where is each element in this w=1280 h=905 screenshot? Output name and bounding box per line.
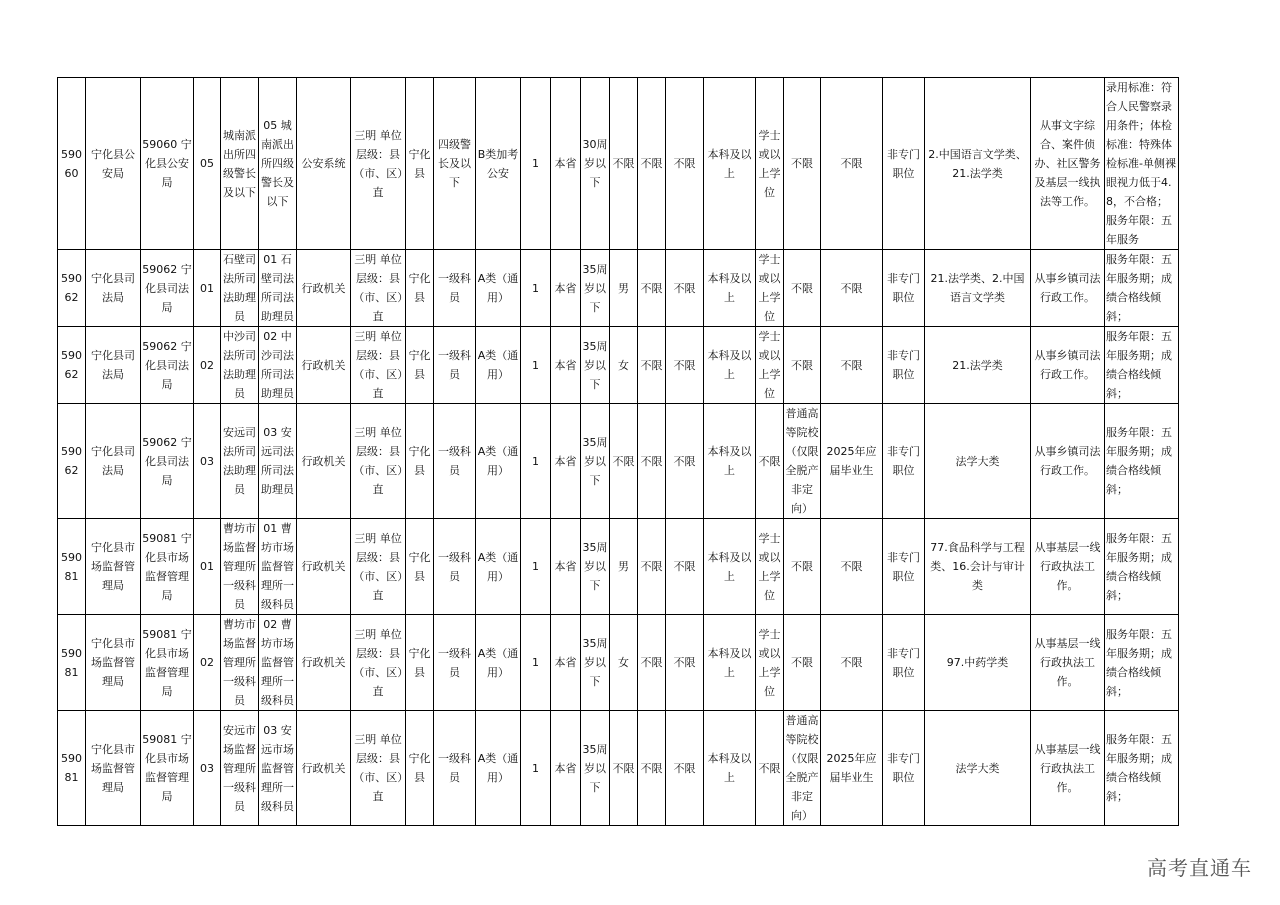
work-location: 宁化县 xyxy=(406,327,434,404)
position-full-name: 03 安远司法所司法助理员 xyxy=(259,404,297,519)
age-requirement: 35周岁以下 xyxy=(581,615,610,711)
position-code: 05 xyxy=(194,78,221,250)
position-name: 曹坊市场监督管理所一级科员 xyxy=(221,519,259,615)
position-full-name: 01 曹坊市场监督管理所一级科员 xyxy=(259,519,297,615)
table-row xyxy=(58,404,1179,519)
position-name: 安远市场监督管理所一级科员 xyxy=(221,711,259,826)
major-requirement: 法学大类 xyxy=(925,404,1031,519)
work-location: 宁化县 xyxy=(406,711,434,826)
education-requirement: 本科及以上 xyxy=(704,615,756,711)
position-name: 曹坊市场监督管理所一级科员 xyxy=(221,615,259,711)
age-requirement: 35周岁以下 xyxy=(581,404,610,519)
table-row xyxy=(58,327,1179,404)
political-requirement: 不限 xyxy=(638,78,666,250)
job-grade: 一级科员 xyxy=(434,711,476,826)
political-requirement: 不限 xyxy=(638,250,666,327)
major-requirement: 21.法学类、2.中国语言文学类 xyxy=(925,250,1031,327)
position-full-name: 01 石壁司法所司法助理员 xyxy=(259,250,297,327)
work-location: 宁化县 xyxy=(406,615,434,711)
source-requirement: 普通高等院校（仅限全脱产非定向） xyxy=(784,404,821,519)
position-name: 中沙司法所司法助理员 xyxy=(221,327,259,404)
position-code: 03 xyxy=(194,404,221,519)
degree-requirement: 学士或以上学位 xyxy=(756,327,784,404)
unit-level: 三明 单位层级：县（市、区）直 xyxy=(351,711,406,826)
gender-requirement: 男 xyxy=(610,250,638,327)
degree-requirement: 学士或以上学位 xyxy=(756,615,784,711)
remarks: 服务年限：五年服务期；成绩合格线倾斜； xyxy=(1105,519,1179,615)
department-name: 59062 宁化县司法局 xyxy=(141,404,194,519)
other-requirement: 不限 xyxy=(821,615,883,711)
major-requirement: 77.食品科学与工程类、16.会计与审计类 xyxy=(925,519,1031,615)
hire-count: 1 xyxy=(521,404,551,519)
origin-requirement: 本省 xyxy=(551,404,581,519)
position-full-name: 03 安远市场监督管理所一级科员 xyxy=(259,711,297,826)
special-position: 非专门职位 xyxy=(883,78,925,250)
job-duties: 从事文字综合、案件侦办、社区警务及基层一线执法等工作。 xyxy=(1031,78,1105,250)
unit-name: 宁化县公安局 xyxy=(86,78,141,250)
source-requirement: 不限 xyxy=(784,615,821,711)
experience-requirement: 不限 xyxy=(666,250,704,327)
unit-code: 59062 xyxy=(58,404,86,519)
experience-requirement: 不限 xyxy=(666,615,704,711)
major-requirement: 97.中药学类 xyxy=(925,615,1031,711)
experience-requirement: 不限 xyxy=(666,404,704,519)
education-requirement: 本科及以上 xyxy=(704,327,756,404)
other-requirement: 不限 xyxy=(821,519,883,615)
special-position: 非专门职位 xyxy=(883,327,925,404)
gender-requirement: 女 xyxy=(610,327,638,404)
position-full-name: 02 中沙司法所司法助理员 xyxy=(259,327,297,404)
age-requirement: 35周岁以下 xyxy=(581,327,610,404)
system-type: 行政机关 xyxy=(297,327,351,404)
hire-count: 1 xyxy=(521,711,551,826)
job-grade: 一级科员 xyxy=(434,404,476,519)
unit-code: 59081 xyxy=(58,711,86,826)
education-requirement: 本科及以上 xyxy=(704,711,756,826)
table-row xyxy=(58,711,1179,826)
political-requirement: 不限 xyxy=(638,404,666,519)
position-name: 城南派出所四级警长及以下 xyxy=(221,78,259,250)
age-requirement: 35周岁以下 xyxy=(581,711,610,826)
hire-count: 1 xyxy=(521,250,551,327)
position-code: 02 xyxy=(194,327,221,404)
other-requirement: 不限 xyxy=(821,327,883,404)
department-name: 59062 宁化县司法局 xyxy=(141,250,194,327)
table-row xyxy=(58,615,1179,711)
special-position: 非专门职位 xyxy=(883,615,925,711)
work-location: 宁化县 xyxy=(406,404,434,519)
remarks: 服务年限：五年服务期；成绩合格线倾斜； xyxy=(1105,327,1179,404)
job-duties: 从事乡镇司法行政工作。 xyxy=(1031,250,1105,327)
education-requirement: 本科及以上 xyxy=(704,78,756,250)
political-requirement: 不限 xyxy=(638,615,666,711)
unit-code: 59060 xyxy=(58,78,86,250)
unit-level: 三明 单位层级：县（市、区）直 xyxy=(351,519,406,615)
special-position: 非专门职位 xyxy=(883,711,925,826)
department-name: 59081 宁化县市场监督管理局 xyxy=(141,615,194,711)
experience-requirement: 不限 xyxy=(666,711,704,826)
origin-requirement: 本省 xyxy=(551,615,581,711)
origin-requirement: 本省 xyxy=(551,78,581,250)
origin-requirement: 本省 xyxy=(551,250,581,327)
remarks: 服务年限：五年服务期；成绩合格线倾斜； xyxy=(1105,711,1179,826)
source-requirement: 不限 xyxy=(784,250,821,327)
table-row xyxy=(58,78,1179,250)
gender-requirement: 女 xyxy=(610,615,638,711)
unit-name: 宁化县司法局 xyxy=(86,404,141,519)
job-duties: 从事乡镇司法行政工作。 xyxy=(1031,327,1105,404)
political-requirement: 不限 xyxy=(638,327,666,404)
exam-category: B类加考公安 xyxy=(476,78,521,250)
degree-requirement: 学士或以上学位 xyxy=(756,250,784,327)
education-requirement: 本科及以上 xyxy=(704,404,756,519)
department-name: 59060 宁化县公安局 xyxy=(141,78,194,250)
age-requirement: 30周岁以下 xyxy=(581,78,610,250)
hire-count: 1 xyxy=(521,519,551,615)
unit-level: 三明 单位层级：县（市、区）直 xyxy=(351,404,406,519)
position-code: 01 xyxy=(194,519,221,615)
source-requirement: 不限 xyxy=(784,78,821,250)
position-code: 01 xyxy=(194,250,221,327)
position-full-name: 02 曹坊市场监督管理所一级科员 xyxy=(259,615,297,711)
job-duties: 从事乡镇司法行政工作。 xyxy=(1031,404,1105,519)
special-position: 非专门职位 xyxy=(883,250,925,327)
exam-category: A类（通用） xyxy=(476,519,521,615)
origin-requirement: 本省 xyxy=(551,711,581,826)
department-name: 59081 宁化县市场监督管理局 xyxy=(141,519,194,615)
job-grade: 四级警长及以下 xyxy=(434,78,476,250)
special-position: 非专门职位 xyxy=(883,404,925,519)
hire-count: 1 xyxy=(521,78,551,250)
exam-category: A类（通用） xyxy=(476,404,521,519)
gender-requirement: 男 xyxy=(610,519,638,615)
special-position: 非专门职位 xyxy=(883,519,925,615)
system-type: 行政机关 xyxy=(297,711,351,826)
job-grade: 一级科员 xyxy=(434,519,476,615)
degree-requirement: 学士或以上学位 xyxy=(756,78,784,250)
unit-level: 三明 单位层级：县（市、区）直 xyxy=(351,327,406,404)
major-requirement: 2.中国语言文学类、21.法学类 xyxy=(925,78,1031,250)
table-row xyxy=(58,250,1179,327)
experience-requirement: 不限 xyxy=(666,78,704,250)
origin-requirement: 本省 xyxy=(551,519,581,615)
other-requirement: 不限 xyxy=(821,250,883,327)
gender-requirement: 不限 xyxy=(610,78,638,250)
position-full-name: 05 城南派出所四级警长及以下 xyxy=(259,78,297,250)
position-code: 03 xyxy=(194,711,221,826)
position-name: 安远司法所司法助理员 xyxy=(221,404,259,519)
work-location: 宁化县 xyxy=(406,250,434,327)
unit-name: 宁化县司法局 xyxy=(86,250,141,327)
recruitment-table xyxy=(57,77,1179,826)
exam-category: A类（通用） xyxy=(476,250,521,327)
hire-count: 1 xyxy=(521,615,551,711)
system-type: 行政机关 xyxy=(297,615,351,711)
system-type: 行政机关 xyxy=(297,404,351,519)
job-grade: 一级科员 xyxy=(434,615,476,711)
job-grade: 一级科员 xyxy=(434,250,476,327)
exam-category: A类（通用） xyxy=(476,711,521,826)
source-requirement: 不限 xyxy=(784,519,821,615)
exam-category: A类（通用） xyxy=(476,615,521,711)
work-location: 宁化县 xyxy=(406,78,434,250)
remarks: 服务年限：五年服务期；成绩合格线倾斜； xyxy=(1105,615,1179,711)
department-name: 59062 宁化县司法局 xyxy=(141,327,194,404)
hire-count: 1 xyxy=(521,327,551,404)
job-duties: 从事基层一线行政执法工作。 xyxy=(1031,615,1105,711)
job-duties: 从事基层一线行政执法工作。 xyxy=(1031,711,1105,826)
unit-level: 三明 单位层级：县（市、区）直 xyxy=(351,250,406,327)
source-requirement: 不限 xyxy=(784,327,821,404)
unit-name: 宁化县市场监督管理局 xyxy=(86,615,141,711)
experience-requirement: 不限 xyxy=(666,519,704,615)
unit-code: 59062 xyxy=(58,327,86,404)
system-type: 公安系统 xyxy=(297,78,351,250)
table-row xyxy=(58,519,1179,615)
major-requirement: 法学大类 xyxy=(925,711,1031,826)
remarks: 录用标准：符合人民警察录用条件；体检标准：特殊体检标准-单侧裸眼视力低于4.8，不合格；服务年限：五年服务 xyxy=(1105,78,1179,250)
political-requirement: 不限 xyxy=(638,519,666,615)
system-type: 行政机关 xyxy=(297,519,351,615)
position-code: 02 xyxy=(194,615,221,711)
major-requirement: 21.法学类 xyxy=(925,327,1031,404)
unit-code: 59081 xyxy=(58,519,86,615)
political-requirement: 不限 xyxy=(638,711,666,826)
unit-level: 三明 单位层级：县（市、区）直 xyxy=(351,615,406,711)
exam-category: A类（通用） xyxy=(476,327,521,404)
degree-requirement: 不限 xyxy=(756,711,784,826)
degree-requirement: 学士或以上学位 xyxy=(756,519,784,615)
remarks: 服务年限：五年服务期；成绩合格线倾斜； xyxy=(1105,250,1179,327)
unit-code: 59062 xyxy=(58,250,86,327)
education-requirement: 本科及以上 xyxy=(704,519,756,615)
work-location: 宁化县 xyxy=(406,519,434,615)
source-requirement: 普通高等院校（仅限全脱产非定向） xyxy=(784,711,821,826)
education-requirement: 本科及以上 xyxy=(704,250,756,327)
age-requirement: 35周岁以下 xyxy=(581,250,610,327)
unit-name: 宁化县市场监督管理局 xyxy=(86,711,141,826)
unit-name: 宁化县市场监督管理局 xyxy=(86,519,141,615)
gender-requirement: 不限 xyxy=(610,711,638,826)
department-name: 59081 宁化县市场监督管理局 xyxy=(141,711,194,826)
job-grade: 一级科员 xyxy=(434,327,476,404)
gender-requirement: 不限 xyxy=(610,404,638,519)
other-requirement: 不限 xyxy=(821,78,883,250)
unit-name: 宁化县司法局 xyxy=(86,327,141,404)
age-requirement: 35周岁以下 xyxy=(581,519,610,615)
remarks: 服务年限：五年服务期；成绩合格线倾斜； xyxy=(1105,404,1179,519)
unit-code: 59081 xyxy=(58,615,86,711)
experience-requirement: 不限 xyxy=(666,327,704,404)
position-name: 石壁司法所司法助理员 xyxy=(221,250,259,327)
other-requirement: 2025年应届毕业生 xyxy=(821,711,883,826)
degree-requirement: 不限 xyxy=(756,404,784,519)
origin-requirement: 本省 xyxy=(551,327,581,404)
job-duties: 从事基层一线行政执法工作。 xyxy=(1031,519,1105,615)
watermark-text: 高考直通车 xyxy=(1147,856,1252,880)
system-type: 行政机关 xyxy=(297,250,351,327)
unit-level: 三明 单位层级：县（市、区）直 xyxy=(351,78,406,250)
other-requirement: 2025年应届毕业生 xyxy=(821,404,883,519)
